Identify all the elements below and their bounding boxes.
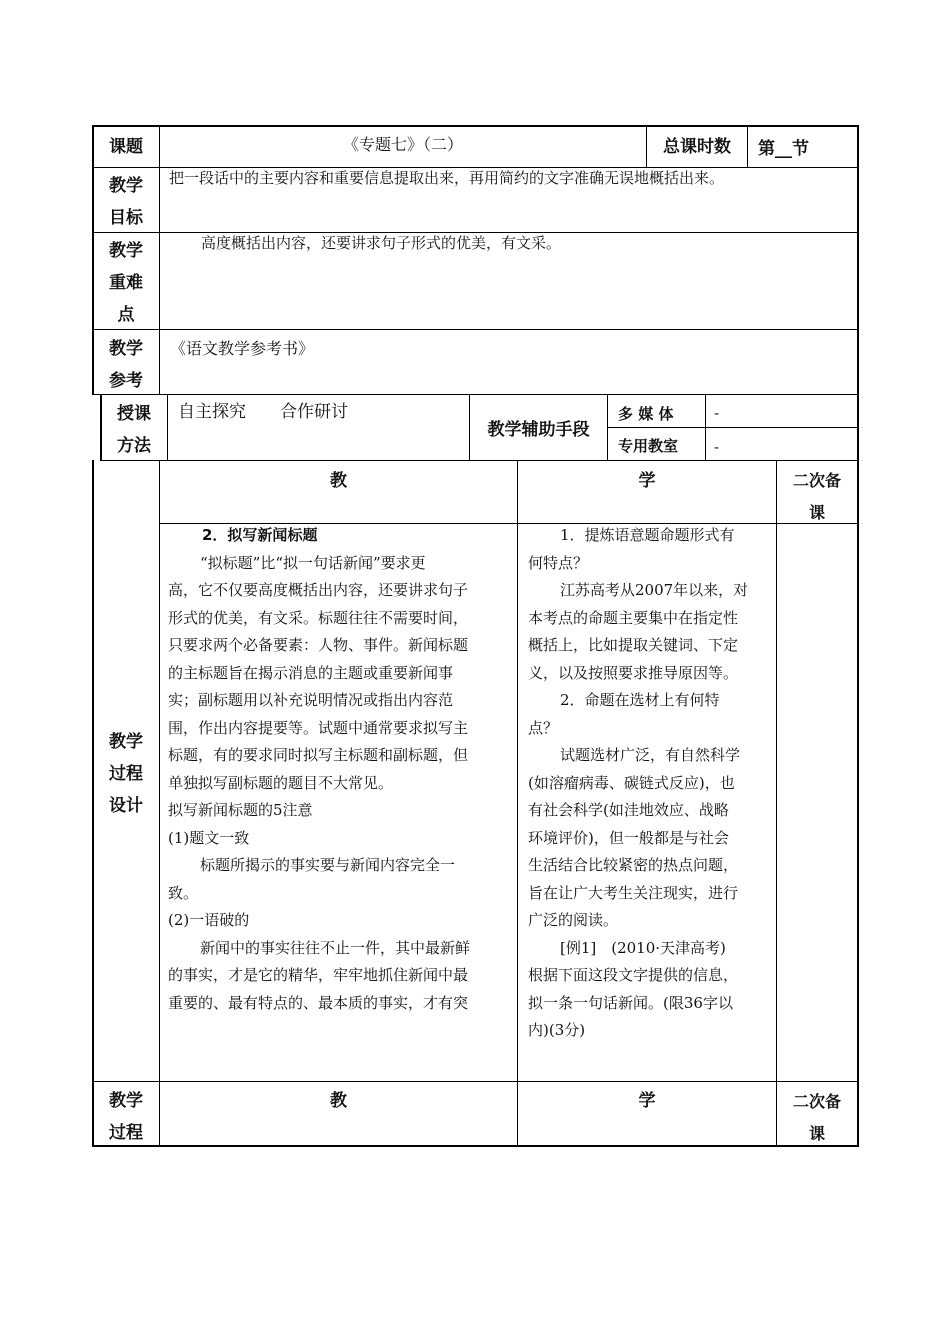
process2-label-line: 过程 <box>109 1123 143 1143</box>
reference-label <box>93 333 159 397</box>
row-divider <box>92 1081 858 1082</box>
goals-label <box>93 170 159 234</box>
table-bottom-border <box>92 1145 859 1147</box>
process-label-line: 过程 <box>109 764 143 784</box>
teach-line: (1)题文一致 <box>168 828 250 847</box>
goals-text: 把一段话中的主要内容和重要信息提取出来，再用简约的文字准确无误地概括出来。 <box>169 169 725 187</box>
teach-line: 形式的优美，有文采。标题往往不需要时间， <box>168 608 469 627</box>
learn-line: 何特点？ <box>528 553 589 572</box>
learn-line: 环境评价)，但一般都是与社会 <box>528 828 729 847</box>
teach-line: 重要的、最有特点的、最本质的事实，才有突 <box>168 993 469 1012</box>
notes-column-header-2 <box>777 1086 857 1150</box>
teach-line: 的事实，才是它的精华，牢牢地抓住新闻中最 <box>168 966 469 984</box>
teach-line: 标题所揭示的事实要与新闻内容完全一 <box>200 856 456 874</box>
learn-column-header: 学 <box>638 471 656 491</box>
col-divider <box>159 460 160 1146</box>
section-label: 第__节 <box>758 139 809 159</box>
key-points-label-line: 重难 <box>109 273 143 293</box>
key-points-label-line: 教学 <box>109 241 143 261</box>
aids-label: 教学辅助手段 <box>487 420 590 440</box>
notes-header-line: 课 <box>808 1124 825 1143</box>
teach-line: 单独拟写副标题的题目不大常见。 <box>168 773 394 792</box>
teach-content <box>168 522 513 1017</box>
learn-content <box>528 522 773 1045</box>
row-divider <box>92 329 858 330</box>
goals-label-line: 目标 <box>109 208 143 228</box>
reference-label-line: 参考 <box>109 371 143 391</box>
teach-line: 的主标题旨在揭示消息的主题或重要新闻事 <box>168 663 454 682</box>
learn-line: 点？ <box>528 718 559 737</box>
row-divider <box>100 460 858 461</box>
table-top-border <box>92 125 859 127</box>
notes-header-line: 二次备 <box>792 471 841 490</box>
notes-header-line: 二次备 <box>792 1092 841 1111</box>
col-divider <box>167 394 168 461</box>
process-design-label <box>93 726 159 822</box>
teach-line: 致。 <box>168 883 199 902</box>
process2-label-line: 教学 <box>109 1091 143 1111</box>
learn-line: 生活结合比较紧密的热点问题， <box>528 856 739 874</box>
method-label-line: 方法 <box>117 436 151 456</box>
key-points-label <box>93 235 159 331</box>
learn-column-header-2: 学 <box>638 1091 656 1111</box>
teach-line: 实；副标题用以补充说明情况或指出内容范 <box>168 691 454 709</box>
process-label-line: 教学 <box>109 732 143 752</box>
learn-line: 试题选材广泛，有自然科学 <box>560 746 741 764</box>
learn-line: 广泛的阅读。 <box>528 911 619 929</box>
row-divider <box>92 394 858 395</box>
learn-line: 拟一条一句话新闻。(限36字以 <box>528 993 733 1012</box>
learn-line: 概括上，比如提取关键词、下定 <box>528 636 739 654</box>
col-divider <box>776 460 777 1146</box>
col-divider <box>159 125 160 395</box>
notes-header-line: 课 <box>808 503 825 522</box>
teach-column-header: 教 <box>330 471 347 491</box>
teach-line: 只要求两个必备要素：人物、事件。新闻标题 <box>168 636 469 654</box>
learn-line: 2．命题在选材上有何特 <box>560 691 720 709</box>
teach-line: 拟写新闻标题的5注意 <box>168 801 313 819</box>
learn-line: 本考点的命题主要集中在指定性 <box>528 608 739 627</box>
reference-label-line: 教学 <box>109 339 143 359</box>
learn-line: 旨在让广大考生关注现实，进行 <box>528 883 739 902</box>
key-points-label-line: 点 <box>117 305 135 325</box>
room-label: 专用教室 <box>618 437 679 455</box>
topic-value: 《专题七》（二） <box>342 135 463 154</box>
teach-line: 标题，有的要求同时拟写主标题和副标题，但 <box>168 746 469 764</box>
multimedia-label: 多 媒 体 <box>618 405 674 423</box>
learn-line: [例1] (2010·天津高考) <box>560 938 726 957</box>
col-divider <box>517 460 518 1146</box>
learn-line: 有社会科学(如洼地效应、战略 <box>528 801 729 819</box>
teach-column-header-2: 教 <box>330 1091 347 1111</box>
multimedia-value: - <box>714 404 720 422</box>
method-label <box>101 398 167 462</box>
learn-line: (如溶瘤病毒、碳链式反应)，也 <box>528 773 735 792</box>
learn-line: 内)(3分) <box>528 1021 586 1039</box>
teach-line: 围，作出内容提要等。试题中通常要求拟写主 <box>168 718 469 737</box>
learn-line: 根据下面这段文字提供的信息， <box>528 966 739 984</box>
teach-line: “拟标题”比“拟一句话新闻”要求更 <box>200 553 426 572</box>
room-value: - <box>714 438 720 456</box>
teach-line: 新闻中的事实往往不止一件，其中最新鲜 <box>200 938 471 957</box>
method-label-line: 授课 <box>117 404 151 424</box>
reference-text: 《语文教学参考书》 <box>170 339 315 358</box>
teach-line: (2)一语破的 <box>168 911 250 929</box>
teach-section-heading: 2．拟写新闻标题 <box>202 526 318 544</box>
process-label <box>93 1085 159 1149</box>
key-points-text: 高度概括出内容，还要讲求句子形式的优美，有文采。 <box>201 234 562 252</box>
learn-line: 1．提炼语意题命题形式有 <box>560 526 735 544</box>
learn-line: 江苏高考从2007年以来，对 <box>560 581 749 599</box>
goals-label-line: 教学 <box>109 176 143 196</box>
method-text: 自主探究 合作研讨 <box>178 402 348 422</box>
total-hours-label: 总课时数 <box>663 137 731 157</box>
notes-column-header <box>777 465 857 529</box>
process-label-line: 设计 <box>109 796 143 816</box>
teach-line: 高，它不仅要高度概括出内容，还要讲求句子 <box>168 581 469 599</box>
col-divider <box>607 394 608 461</box>
topic-label: 课题 <box>109 137 143 157</box>
learn-line: 义，以及按照要求推导原因等。 <box>528 663 739 682</box>
table-right-border <box>857 125 859 1147</box>
